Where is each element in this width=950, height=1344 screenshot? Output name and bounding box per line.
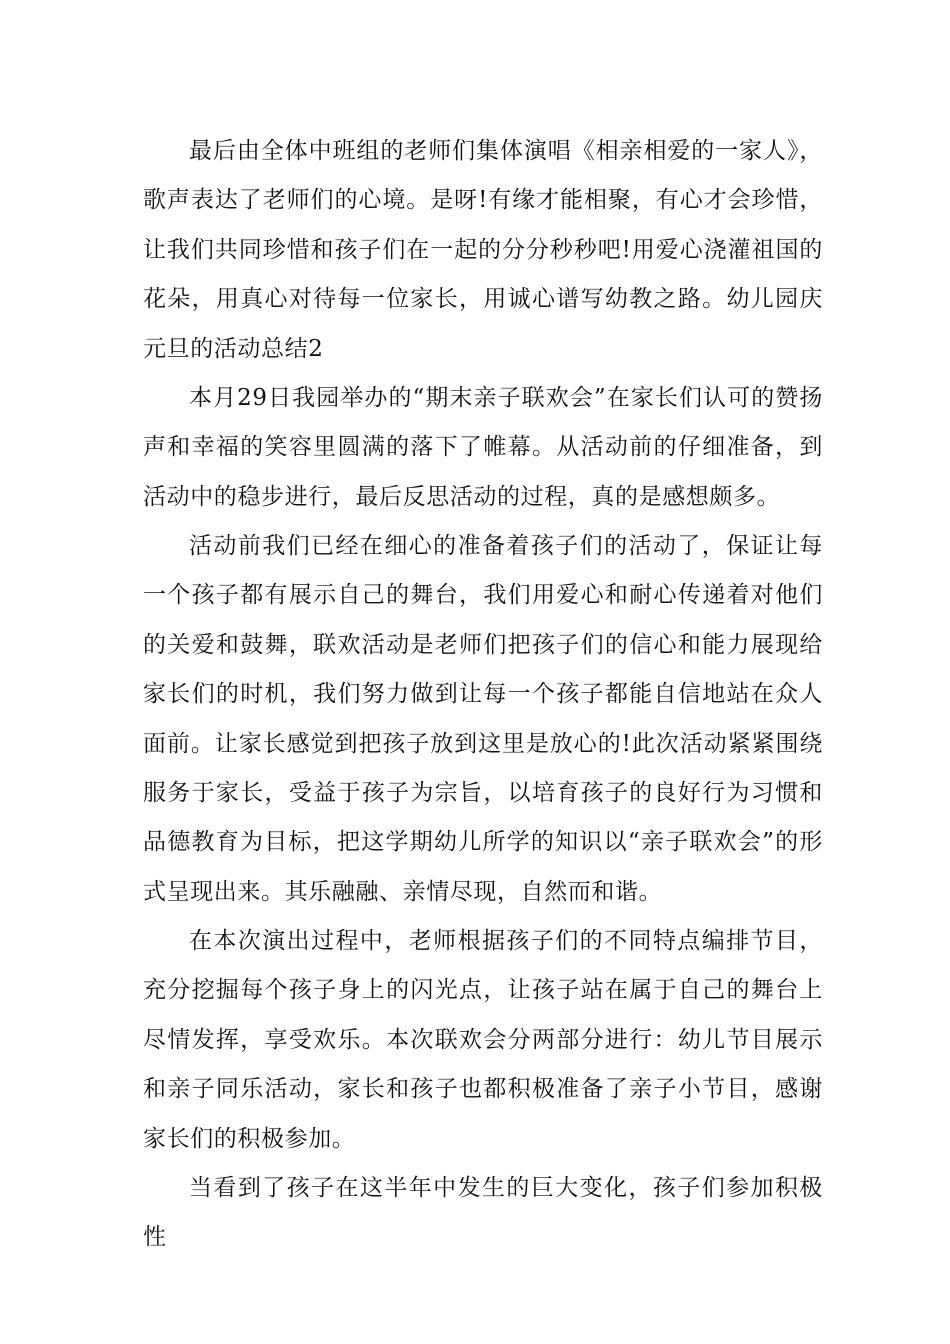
paragraph-3: 活动前我们已经在细心的准备着孩子们的活动了，保证让每一个孩子都有展示自己的舞台，我们用爱心和耐心传递着对他们的关爱和鼓舞，联欢活动是老师们把孩子们的信心和能力展现给家长们的时机，我们努力做到让每一个孩子都能自信地站在众人面前。让家长感觉到把孩子放到这里是放心的!此次活动紧紧围绕服务于家长，受益于孩子为宗旨，以培育孩子的良好行为习惯和品德教育为目标，把这学期幼儿所学的知识以“亲子联欢会”的形式呈现出来。其乐融融、亲情尽现，自然而和谐。 bbox=[143, 533, 823, 905]
paragraph-2: 本月29日我园举办的“期末亲子联欢会”在家长们认可的赞扬声和幸福的笑容里圆满的落下了帷幕。从活动前的仔细准备，到活动中的稳步进行，最后反思活动的过程，真的是感想颇多。 bbox=[143, 385, 823, 510]
paragraph-5: 当看到了孩子在这半年中发生的巨大变化，孩子们参加积极性 bbox=[143, 1175, 823, 1251]
paragraph-1: 最后由全体中班组的老师们集体演唱《相亲相爱的一家人》，歌声表达了老师们的心境。是呀!有缘才能相聚，有心才会珍惜，让我们共同珍惜和孩子们在一起的分分秒秒吧!用爱心浇灌祖国的花朵，用真心对待每一位家长，用诚心谱写幼教之路。幼儿园庆元旦的活动总结2 bbox=[143, 138, 823, 362]
paragraph-4: 在本次演出过程中，老师根据孩子们的不同特点编排节目，充分挖掘每个孩子身上的闪光点，让孩子站在属于自己的舞台上尽情发挥，享受欢乐。本次联欢会分两部分进行：幼儿节目展示和亲子同乐活动，家长和孩子也都积极准备了亲子小节目，感谢家长们的积极参加。 bbox=[143, 928, 823, 1152]
